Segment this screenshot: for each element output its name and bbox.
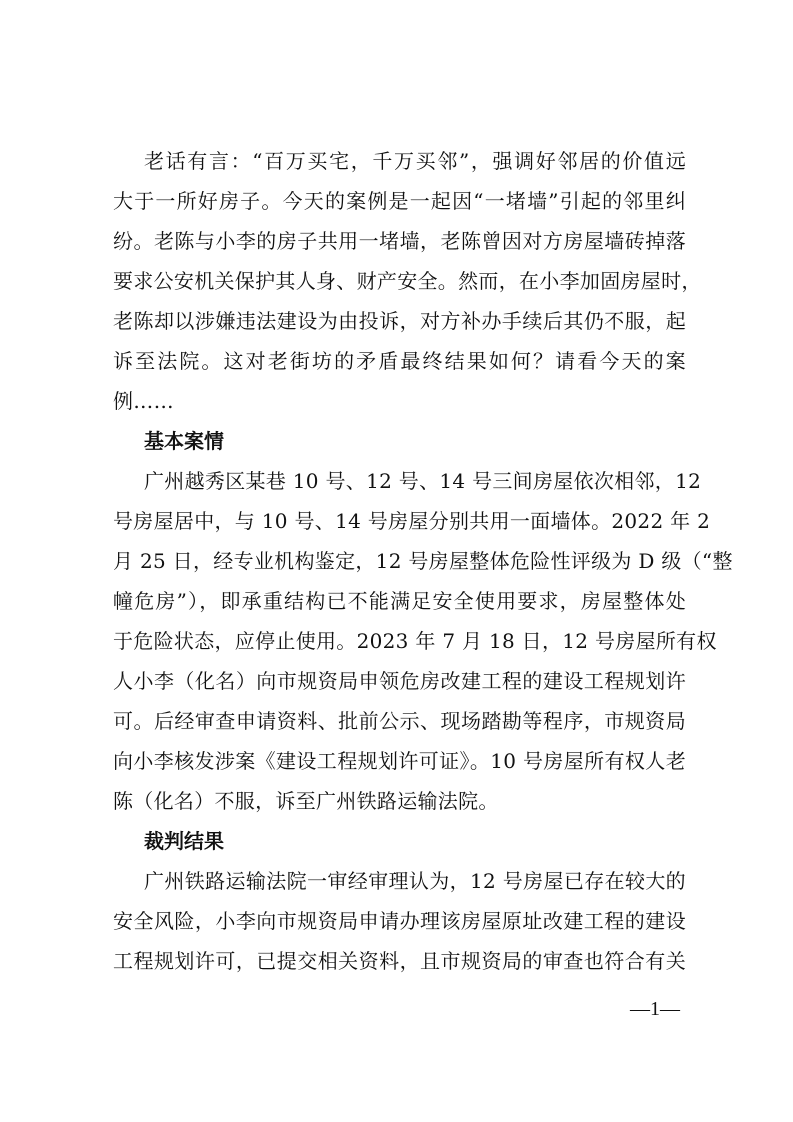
intro-line-4: 要求公安机关保护其人身、财产安全。然而，在小李加固房屋时， bbox=[113, 269, 702, 293]
case-line-8: 向小李核发涉案《建设工程规划许可证》。10 号房屋所有权人老 bbox=[113, 749, 686, 773]
intro-line-2: 大于一所好房子。今天的案例是一起因“一堵墙”引起的邻里纠 bbox=[113, 189, 686, 213]
case-line-1: 广州越秀区某巷 10 号、12 号、14 号三间房屋依次相邻，12 bbox=[144, 469, 702, 493]
intro-line-3: 纷。老陈与小李的房子共用一堵墙，老陈曾因对方房屋墙砖掉落 bbox=[113, 229, 686, 253]
judgment-line-3: 工程规划许可，已提交相关资料，且市规资局的审查也符合有关 bbox=[113, 949, 686, 973]
section-heading-basic-case: 基本案情 bbox=[144, 429, 224, 453]
intro-line-5: 老陈却以涉嫌违法建设为由投诉，对方补办手续后其仍不服，起 bbox=[113, 309, 686, 333]
case-line-4: 幢危房”），即承重结构已不能满足安全使用要求，房屋整体处 bbox=[113, 589, 686, 613]
case-line-6: 人小李（化名）向市规资局申领危房改建工程的建设工程规划许 bbox=[113, 669, 686, 693]
intro-line-7: 例…… bbox=[113, 389, 174, 413]
section-heading-judgment-result: 裁判结果 bbox=[144, 829, 224, 853]
judgment-line-1: 广州铁路运输法院一审经审理认为，12 号房屋已存在较大的 bbox=[144, 869, 686, 893]
case-line-2: 号房屋居中，与 10 号、14 号房屋分别共用一面墙体。2022 年 2 bbox=[113, 509, 711, 533]
intro-line-6: 诉至法院。这对老街坊的矛盾最终结果如何？请看今天的案 bbox=[113, 349, 686, 373]
case-line-7: 可。后经审查申请资料、批前公示、现场踏勘等程序，市规资局 bbox=[113, 709, 686, 733]
case-line-5: 于危险状态，应停止使用。2023 年 7 月 18 日，12 号房屋所有权 bbox=[113, 629, 717, 653]
judgment-line-2: 安全风险，小李向市规资局申请办理该房屋原址改建工程的建设 bbox=[113, 909, 686, 933]
page-number: —1— bbox=[630, 998, 680, 1020]
case-line-9: 陈（化名）不服，诉至广州铁路运输法院。 bbox=[113, 789, 499, 813]
case-line-3: 月 25 日，经专业机构鉴定，12 号房屋整体危险性评级为 D 级（“整 bbox=[113, 549, 733, 573]
intro-line-1: 老话有言：“百万买宅，千万买邻”，强调好邻居的价值远 bbox=[144, 149, 686, 173]
